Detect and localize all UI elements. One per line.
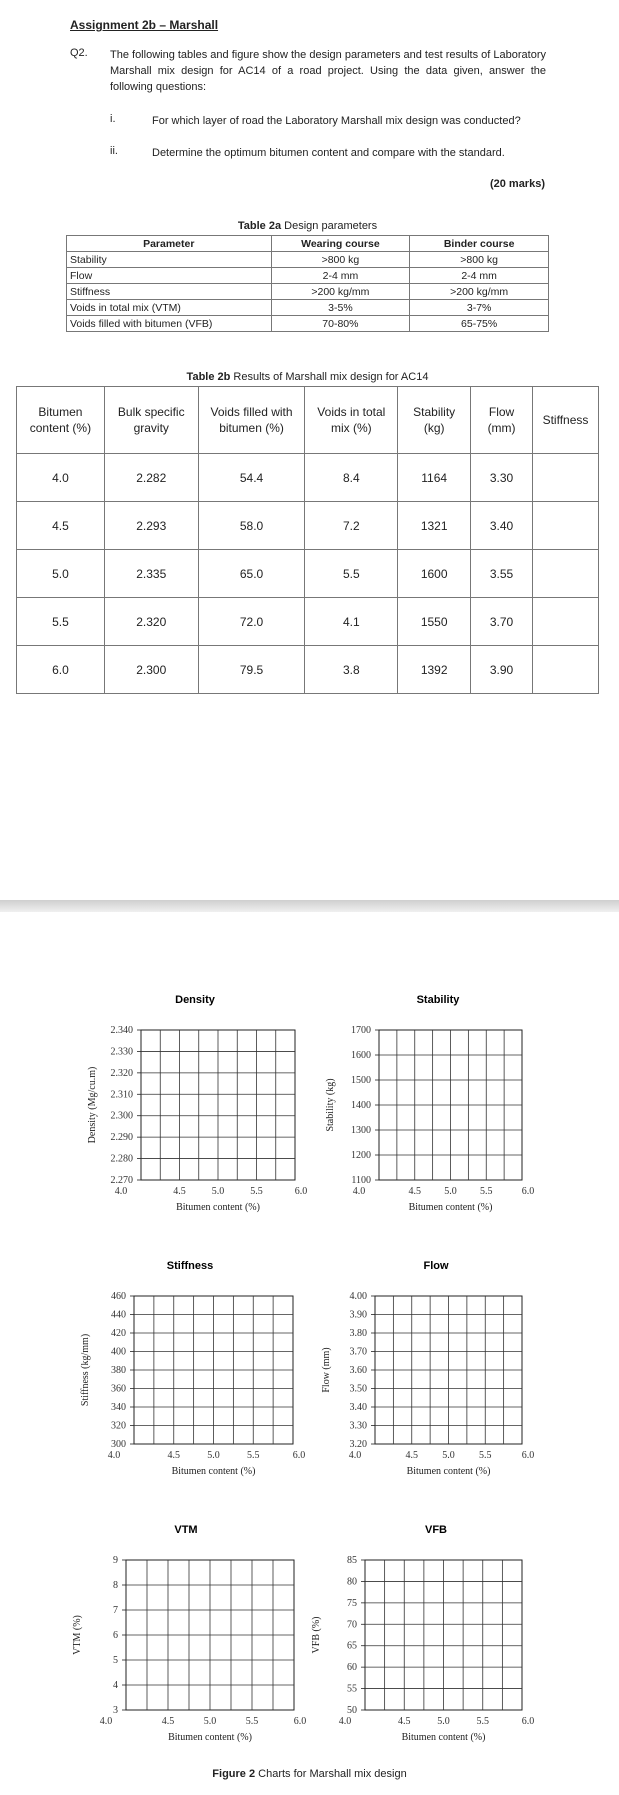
table-cell: 2.293 (104, 502, 198, 550)
table-header-cell: Voids in total mix (%) (305, 387, 398, 454)
chart-ytick-label: 300 (111, 1439, 126, 1450)
table-cell: 4.0 (17, 454, 105, 502)
chart-ytick-label: 1300 (351, 1125, 371, 1136)
figure-caption (0, 1768, 619, 1780)
chart-ytick-label: 3.60 (349, 1365, 367, 1376)
sub-question-text-2: Determine the optimum bitumen content and compare with the standard. (152, 147, 505, 159)
chart-xtick-label: 4.0 (114, 1186, 128, 1197)
table-cell: 3.90 (471, 646, 533, 694)
chart-title-stiffness: Stiffness (166, 1260, 214, 1272)
table-cell: Stability (67, 252, 272, 268)
chart-title-vfb: VFB (425, 1524, 447, 1536)
table-header-cell: Bitumen content (%) (17, 387, 105, 454)
chart-xtick-label: 5.5 (479, 1450, 492, 1461)
table-cell: 2.335 (104, 550, 198, 598)
chart-xtick-label: 5.0 (211, 1186, 225, 1197)
table-cell: 65.0 (198, 550, 305, 598)
chart-ytick-label: 1600 (351, 1050, 371, 1061)
chart-ylabel-vfb: VFB (%) (311, 1616, 322, 1654)
chart-xtick-label: 6.0 (521, 1450, 535, 1461)
chart-ytick-label: 70 (347, 1619, 357, 1631)
table-cell: 1600 (398, 550, 471, 598)
chart-xtick-label: 5.0 (442, 1450, 455, 1461)
table-cell: 2.320 (104, 598, 198, 646)
chart-ylabel-flow: Flow (mm) (321, 1347, 332, 1393)
question-number: Q2. (70, 47, 88, 59)
table-cell: 1392 (398, 646, 471, 694)
table-cell: 1164 (398, 454, 471, 502)
table-cell: 1550 (398, 598, 471, 646)
table-cell: 7.2 (305, 502, 398, 550)
table-cell: 2.300 (104, 646, 198, 694)
chart-ytick-label: 3.90 (349, 1309, 367, 1321)
chart-title-density: Density (175, 994, 215, 1006)
table-2a-caption-bold: Table 2a (237, 220, 282, 232)
table-2b-caption-text: Results of Marshall mix design for AC14 (230, 371, 429, 383)
chart-xtick-label: 6.0 (293, 1716, 307, 1727)
chart-ytick-label: 1100 (351, 1175, 371, 1186)
table-cell: 3.30 (471, 454, 533, 502)
table-header-cell: Wearing course (271, 236, 410, 252)
chart-xtick-label: 5.5 (480, 1186, 493, 1197)
chart-ytick-label: 5 (113, 1655, 118, 1666)
chart-ytick-label: 6 (113, 1630, 118, 1641)
chart-ylabel-vtm: VTM (%) (72, 1615, 83, 1655)
table-cell: Stiffness (67, 284, 272, 300)
table-cell: 3.40 (471, 502, 533, 550)
chart-ytick-label: 1200 (351, 1150, 371, 1161)
table-cell: 3.8 (305, 646, 398, 694)
chart-ytick-label: 440 (111, 1309, 126, 1321)
chart-xtick-label: 5.0 (203, 1716, 217, 1727)
chart-xtick-label: 5.5 (245, 1716, 259, 1727)
sub-question-label-1: i. (110, 113, 116, 125)
chart-ytick-label: 400 (111, 1346, 126, 1358)
table-cell: >800 kg (271, 252, 410, 268)
chart-ytick-label: 2.310 (110, 1089, 133, 1101)
chart-ytick-label: 3.80 (349, 1328, 367, 1339)
chart-ytick-label: 7 (113, 1605, 118, 1616)
table-cell: 54.4 (198, 454, 305, 502)
chart-ytick-label: 75 (347, 1597, 357, 1609)
chart-ytick-label: 1700 (351, 1025, 371, 1036)
chart-ytick-label: 2.340 (110, 1025, 133, 1036)
table-2a-caption-text: Design parameters (281, 220, 378, 232)
chart-ylabel-stiffness: Stiffness (kg/mm) (80, 1333, 91, 1407)
chart-ytick-label: 60 (347, 1662, 357, 1674)
chart-ytick-label: 4 (113, 1680, 118, 1691)
chart-xlabel-stiffness: Bitumen content (%) (171, 1466, 256, 1477)
chart-xtick-label: 4.0 (107, 1450, 121, 1461)
chart-ylabel-density: Density (Mg/cu.m) (87, 1066, 98, 1144)
table-cell: >200 kg/mm (410, 284, 549, 300)
table-cell: 4.1 (305, 598, 398, 646)
chart-xtick-label: 4.5 (405, 1450, 418, 1461)
chart-xtick-label: 5.5 (476, 1716, 489, 1727)
chart-xtick-label: 6.0 (294, 1186, 308, 1197)
chart-ytick-label: 2.290 (110, 1132, 133, 1144)
table-cell: 2.282 (104, 454, 198, 502)
table-cell: 2-4 mm (410, 268, 549, 284)
chart-ytick-label: 340 (111, 1402, 126, 1413)
table-cell: 2-4 mm (271, 268, 410, 284)
table-header-cell: Binder course (410, 236, 549, 252)
table-cell: 3-5% (271, 300, 410, 316)
figure-caption-text: Charts for Marshall mix design (255, 1768, 407, 1780)
table-cell: Voids filled with bitumen (VFB) (67, 316, 272, 332)
table-header-cell: Stability (kg) (398, 387, 471, 454)
chart-ytick-label: 2.320 (110, 1067, 133, 1079)
chart-xlabel-vtm: Bitumen content (%) (168, 1732, 252, 1743)
chart-xtick-label: 4.5 (173, 1186, 186, 1197)
table-cell: 5.5 (17, 598, 105, 646)
sub-question-text-1: For which layer of road the Laboratory Marshall mix design was conducted? (152, 115, 521, 127)
chart-xlabel-stability: Bitumen content (%) (408, 1202, 493, 1213)
chart-ytick-label: 360 (111, 1383, 126, 1395)
chart-xtick-label: 5.5 (247, 1450, 260, 1461)
chart-ytick-label: 65 (347, 1640, 357, 1652)
table-cell: 1321 (398, 502, 471, 550)
chart-ytick-label: 380 (111, 1365, 126, 1376)
chart-xlabel-flow: Bitumen content (%) (406, 1466, 491, 1477)
chart-xtick-label: 5.0 (437, 1716, 450, 1727)
chart-ytick-label: 85 (347, 1555, 357, 1566)
table-cell: 3.55 (471, 550, 533, 598)
chart-title-vtm: VTM (174, 1524, 198, 1536)
chart-ytick-label: 2.300 (110, 1110, 133, 1122)
chart-ytick-label: 80 (347, 1576, 357, 1588)
chart-ytick-label: 1500 (351, 1075, 371, 1086)
chart-xtick-label: 5.0 (207, 1450, 220, 1461)
chart-xtick-label: 6.0 (521, 1186, 535, 1197)
chart-xtick-label: 4.5 (408, 1186, 421, 1197)
chart-ytick-label: 460 (111, 1291, 126, 1302)
chart-ytick-label: 3 (113, 1705, 118, 1716)
chart-ytick-label: 2.330 (110, 1046, 133, 1058)
sub-question-label-2: ii. (110, 145, 118, 157)
chart-xtick-label: 6.0 (521, 1716, 535, 1727)
assignment-title: Assignment 2b – Marshall (70, 18, 219, 32)
table-header-cell: Bulk specific gravity (104, 387, 198, 454)
chart-ytick-label: 8 (113, 1580, 118, 1591)
table-cell: 5.5 (305, 550, 398, 598)
chart-ytick-label: 3.70 (349, 1346, 367, 1358)
table-header-cell: Flow (mm) (471, 387, 533, 454)
chart-xtick-label: 4.0 (99, 1716, 113, 1727)
chart-xtick-label: 4.5 (167, 1450, 180, 1461)
table-cell: 4.5 (17, 502, 105, 550)
chart-ytick-label: 2.270 (110, 1175, 133, 1186)
chart-ytick-label: 3.30 (349, 1420, 367, 1432)
table-cell: >800 kg (410, 252, 549, 268)
chart-ytick-label: 3.40 (349, 1402, 367, 1413)
chart-ytick-label: 320 (111, 1420, 126, 1432)
table-cell: 58.0 (198, 502, 305, 550)
chart-ytick-label: 50 (347, 1705, 357, 1716)
chart-title-stability: Stability (416, 994, 460, 1006)
chart-ytick-label: 4.00 (349, 1291, 367, 1302)
chart-xtick-label: 6.0 (292, 1450, 306, 1461)
chart-xtick-label: 5.0 (444, 1186, 457, 1197)
table-cell: 65-75% (410, 316, 549, 332)
chart-xtick-label: 4.0 (352, 1186, 366, 1197)
table-cell: 3.70 (471, 598, 533, 646)
table-2b-caption-bold: Table 2b (186, 371, 231, 383)
chart-xtick-label: 4.5 (398, 1716, 411, 1727)
table-cell: >200 kg/mm (271, 284, 410, 300)
chart-ytick-label: 2.280 (110, 1153, 133, 1165)
chart-ytick-label: 420 (111, 1328, 126, 1339)
chart-xlabel-vfb: Bitumen content (%) (401, 1732, 486, 1743)
chart-title-flow: Flow (423, 1260, 449, 1272)
chart-ytick-label: 55 (347, 1683, 357, 1695)
table-cell: 6.0 (17, 646, 105, 694)
chart-xtick-label: 4.0 (348, 1450, 362, 1461)
table-cell: 3-7% (410, 300, 549, 316)
table-cell: Flow (67, 268, 272, 284)
table-cell: 70-80% (271, 316, 410, 332)
chart-ytick-label: 3.20 (349, 1439, 367, 1450)
table-cell: 5.0 (17, 550, 105, 598)
table-header-cell: Stiffness (533, 387, 599, 454)
table-cell: 72.0 (198, 598, 305, 646)
chart-ytick-label: 3.50 (349, 1383, 367, 1395)
marks-label: (20 marks) (489, 178, 545, 190)
question-intro: The following tables and figure show the design parameters and test results of Laboratory Marshall mix design for AC14 of a road project. Using the data given, answer the following questions: (110, 49, 546, 93)
chart-ytick-label: 9 (113, 1555, 118, 1566)
chart-xtick-label: 5.5 (250, 1186, 263, 1197)
chart-xtick-label: 4.0 (338, 1716, 352, 1727)
chart-ytick-label: 1400 (351, 1100, 371, 1111)
chart-xtick-label: 4.5 (161, 1716, 175, 1727)
table-cell: 79.5 (198, 646, 305, 694)
table-header-cell: Parameter (67, 236, 272, 252)
table-header-cell: Voids filled with bitumen (%) (198, 387, 305, 454)
table-cell: 8.4 (305, 454, 398, 502)
figure-caption-bold: Figure 2 (212, 1768, 256, 1780)
table-cell: Voids in total mix (VTM) (67, 300, 272, 316)
chart-xlabel-density: Bitumen content (%) (176, 1202, 260, 1213)
chart-ylabel-stability: Stability (kg) (325, 1078, 336, 1132)
